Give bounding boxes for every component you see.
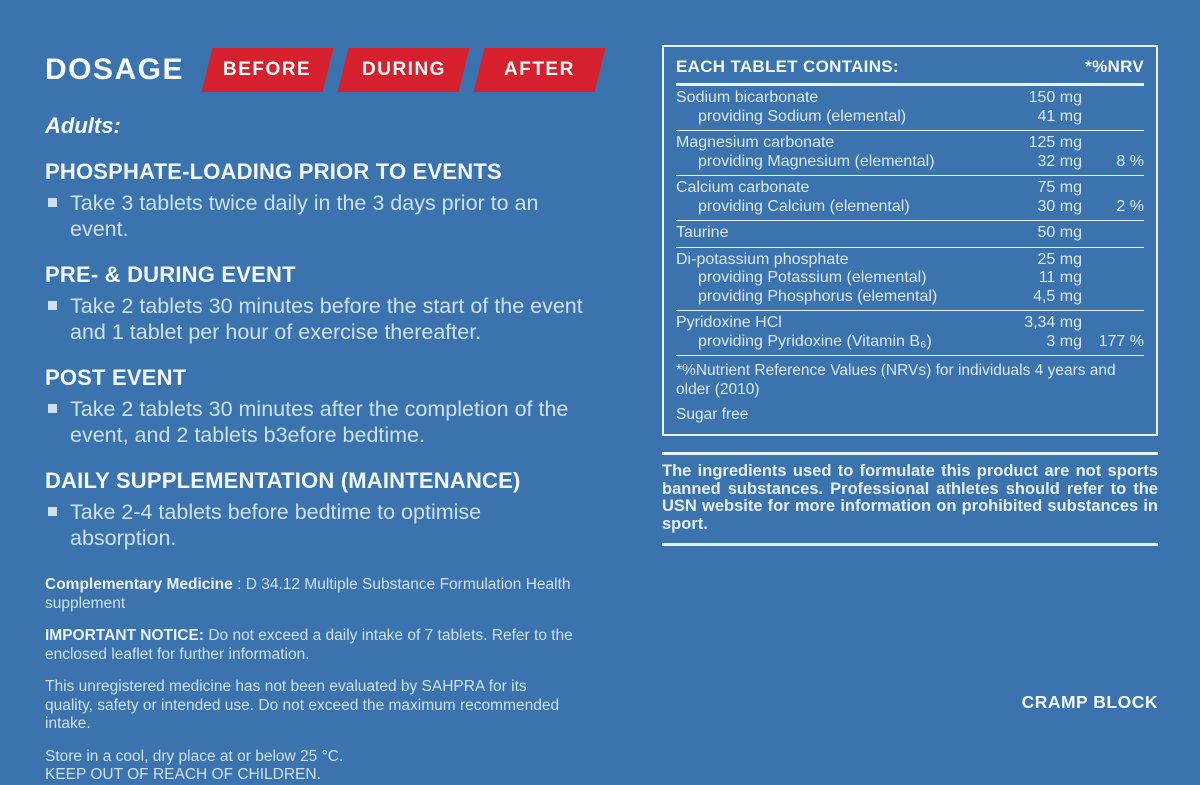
ingredient-name: providing Potassium (elemental) (698, 269, 927, 286)
table-row (676, 89, 1144, 108)
table-row (676, 153, 1144, 172)
banner-after-label: AFTER (504, 59, 575, 80)
sports-disclaimer-text: The ingredients used to formulate this product are not sports banned substances. Professional athletes should refer to the USN website for more information on prohibited substances in sport. (662, 462, 1158, 533)
bullet-text: Take 2-4 tablets before bedtime to optimise absorption. (70, 500, 482, 550)
ingredient-amount: 4,5 mg (1033, 287, 1082, 305)
ingredient-amount: 32 mg (1037, 152, 1082, 170)
note-bold-label: IMPORTANT NOTICE: (45, 627, 205, 644)
audience-label: Adults: (45, 113, 121, 138)
product-name: CRAMP BLOCK (1021, 692, 1158, 712)
dosage-title: DOSAGE (45, 53, 185, 86)
bullet-text: Take 2 tablets 30 minutes before the start of the event and 1 tablet per hour of exercise thereafter. (70, 294, 583, 344)
ingredient-group-calcium (676, 175, 1144, 220)
table-row (676, 198, 1144, 217)
note-text: Store in a cool, dry place at or below 25 °C. (45, 747, 344, 765)
bullet-text: Take 2 tablets 30 minutes after the completion of the event, and 2 tablets b3efore bedtime. (70, 397, 569, 447)
note-text: : D 34.12 Multiple Substance Formulation Health supplement (45, 576, 571, 612)
ingredient-amount: 50 mg (1037, 224, 1082, 241)
ingredient-name: providing Phosphorus (elemental) (698, 287, 938, 305)
list-item (45, 499, 603, 551)
ingredient-amount: 25 mg (1037, 250, 1082, 268)
note-sahpra (45, 678, 577, 734)
sports-disclaimer (662, 452, 1158, 546)
table-header-left: EACH TABLET CONTAINS: (676, 57, 899, 76)
nrv-footnote: *%Nutrient Reference Values (NRVs) for individuals 4 years and older (2010) (676, 362, 1116, 398)
ingredient-group-sodium (676, 86, 1144, 130)
ingredient-nrv (1082, 108, 1144, 127)
ingredient-nrv (1082, 179, 1144, 198)
note-complementary-medicine (45, 576, 577, 613)
note-text: Do not exceed a daily intake of 7 tablets. Refer to the enclosed leaflet for further information. (45, 627, 573, 663)
bullet-square-icon (48, 404, 57, 413)
bullet-square-icon (48, 507, 57, 516)
note-keep-out-of-reach (45, 766, 577, 785)
list-item (45, 396, 603, 448)
table-row (676, 179, 1144, 198)
list-item (45, 190, 603, 242)
table-row (676, 333, 1144, 352)
ingredient-amount: 30 mg (1037, 197, 1082, 215)
bullet-square-icon (48, 301, 57, 310)
regulatory-notes (45, 576, 603, 785)
ingredient-amount: 3 mg (1046, 332, 1082, 350)
ingredient-amount: 3,34 mg (1024, 314, 1082, 331)
ingredient-group-pyridoxine (676, 310, 1144, 355)
ingredient-name: providing Calcium (elemental) (698, 197, 910, 215)
note-text: This unregistered medicine has not been evaluated by SAHPRA for its quality, safety or intended use. Do not exceed the maximum recommended intake. (45, 678, 560, 732)
ingredient-name: Di-potassium phosphate (676, 250, 849, 268)
table-footnote (676, 355, 1144, 425)
ingredient-amount: 11 mg (1038, 269, 1082, 286)
ingredient-name: Taurine (676, 224, 729, 241)
ingredient-amount: 41 mg (1037, 107, 1082, 125)
table-row (676, 108, 1144, 127)
banner-before-label: BEFORE (223, 59, 312, 80)
table-row (676, 314, 1144, 333)
ingredient-name: Sodium bicarbonate (676, 89, 819, 106)
ingredient-name: providing Sodium (elemental) (698, 107, 907, 125)
ingredient-name: Calcium carbonate (676, 179, 810, 196)
table-header-nrv: *%NRV (1085, 57, 1144, 76)
banner-before (202, 48, 334, 92)
table-row (676, 269, 1144, 288)
banner-after (474, 48, 606, 92)
ingredient-nrv (1082, 314, 1144, 333)
ingredient-name: providing Pyridoxine (Vitamin B₆) (698, 332, 932, 350)
banner-during-label: DURING (361, 59, 446, 80)
section-heading-post-event: POST EVENT (45, 365, 187, 390)
table-row (676, 224, 1144, 243)
bullet-text: Take 3 tablets twice daily in the 3 days prior to an event. (70, 191, 539, 241)
sugar-free-label: Sugar free (676, 406, 749, 423)
table-row (676, 288, 1144, 307)
ingredient-nrv (1082, 251, 1144, 270)
note-storage (45, 748, 577, 767)
ingredient-nrv (1082, 288, 1144, 307)
note-bold-label: Complementary Medicine (45, 576, 233, 593)
table-row (676, 134, 1144, 153)
table-header (676, 54, 1144, 86)
ingredient-group-taurine (676, 220, 1144, 247)
ingredient-amount: 75 mg (1037, 179, 1082, 196)
note-important-notice (45, 627, 577, 664)
ingredient-nrv: 2 % (1116, 197, 1144, 215)
banner-during (338, 48, 470, 92)
bullet-square-icon (48, 198, 57, 207)
nutrition-table (662, 45, 1158, 436)
table-row (676, 251, 1144, 270)
ingredient-nrv (1082, 269, 1144, 288)
ingredient-amount: 150 mg (1028, 89, 1082, 106)
ingredient-name: Magnesium carbonate (676, 134, 835, 151)
ingredient-name: Pyridoxine HCl (676, 314, 782, 331)
dosage-header (45, 48, 603, 92)
ingredient-nrv (1082, 134, 1144, 153)
ingredient-group-dipotassium-phosphate (676, 247, 1144, 311)
ingredient-group-magnesium (676, 130, 1144, 175)
section-heading-daily-supplementation: DAILY SUPPLEMENTATION (MAINTENANCE) (45, 468, 521, 493)
section-heading-phosphate-loading: PHOSPHATE-LOADING PRIOR TO EVENTS (45, 159, 502, 184)
list-item (45, 293, 603, 345)
note-text: KEEP OUT OF REACH OF CHILDREN. (45, 766, 321, 783)
ingredient-nrv (1082, 89, 1144, 108)
dosage-panel (45, 48, 603, 785)
ingredient-nrv: 8 % (1116, 152, 1144, 170)
ingredient-nrv (1082, 224, 1144, 243)
ingredient-amount: 125 mg (1028, 134, 1082, 151)
section-heading-pre-during-event: PRE- & DURING EVENT (45, 262, 296, 287)
ingredient-nrv: 177 % (1098, 332, 1144, 350)
ingredient-name: providing Magnesium (elemental) (698, 152, 935, 170)
